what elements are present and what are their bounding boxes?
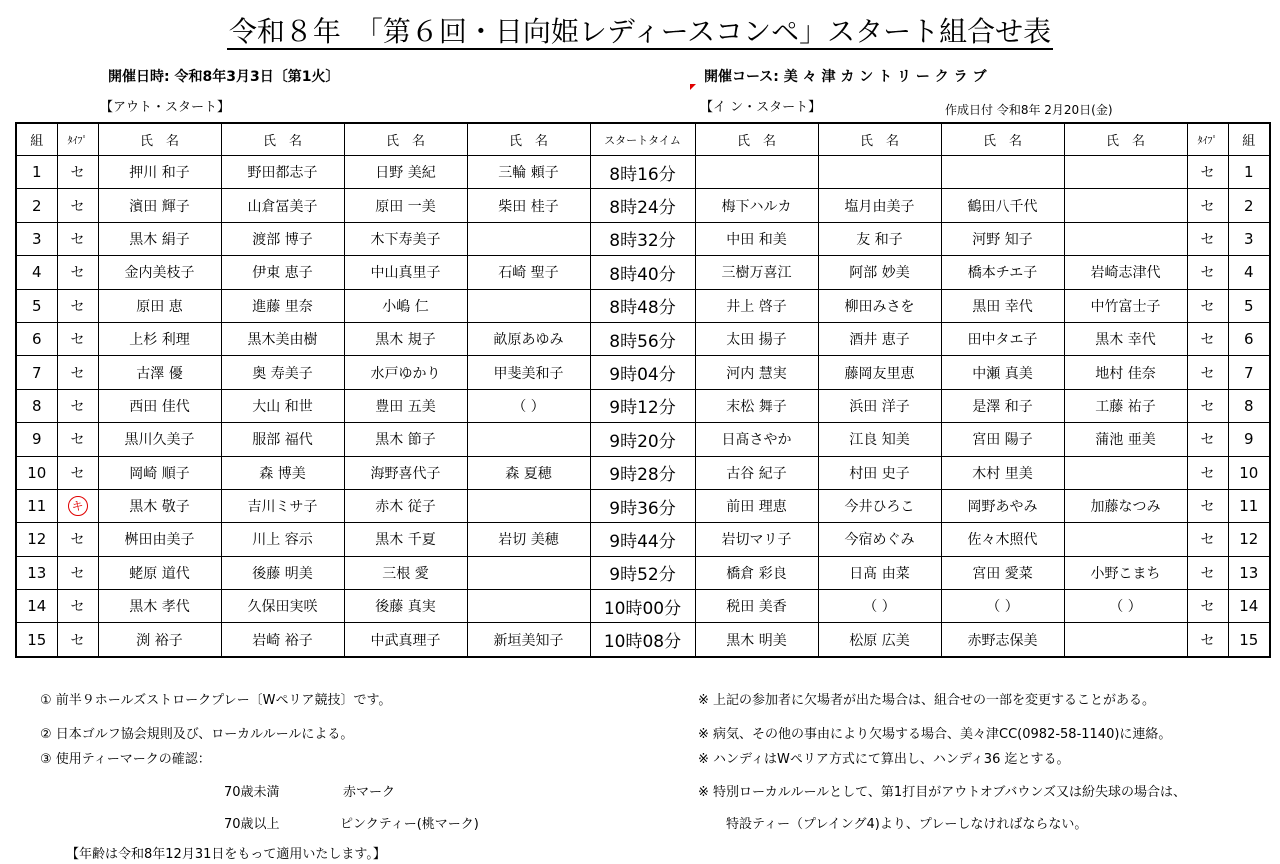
group-number: 9 xyxy=(16,423,57,456)
start-time: 8時16分 xyxy=(590,156,695,189)
out-player-name: 日野 美紀 xyxy=(344,156,467,189)
in-player-name: 前田 理恵 xyxy=(695,489,818,522)
out-player-name: 小嶋 仁 xyxy=(344,289,467,322)
table-row xyxy=(16,423,1270,456)
out-player-name xyxy=(467,423,590,456)
group-number: 8 xyxy=(16,389,57,422)
age-over-70: 70歳以上 xyxy=(224,817,280,832)
group-number: 7 xyxy=(16,356,57,389)
type-cell: セ xyxy=(1187,222,1228,255)
type-cell: セ xyxy=(1187,356,1228,389)
table-row xyxy=(16,389,1270,422)
table-row xyxy=(16,590,1270,623)
event-date: 開催日時: 令和8年3月3日〔第1火〕 xyxy=(108,69,340,85)
out-player-name: 黒木 孝代 xyxy=(98,590,221,623)
start-time: 8時24分 xyxy=(590,189,695,222)
in-player-name: 江良 知美 xyxy=(818,423,941,456)
group-number: 12 xyxy=(16,523,57,556)
out-player-name xyxy=(467,590,590,623)
header-name: 氏 名 xyxy=(221,123,344,156)
in-player-name xyxy=(1064,156,1187,189)
type-cell: セ xyxy=(57,322,98,355)
in-player-name: 河野 知子 xyxy=(941,222,1064,255)
group-number: 5 xyxy=(16,289,57,322)
table-row xyxy=(16,523,1270,556)
age-application-note: 【年齢は令和8年12月31日をもって適用いたします。】 xyxy=(66,847,386,862)
start-time: 10時08分 xyxy=(590,623,695,657)
age-under-70: 70歳未満 xyxy=(224,785,280,800)
type-cell: セ xyxy=(1187,590,1228,623)
out-player-name: 後藤 明美 xyxy=(221,556,344,589)
header-name: 氏 名 xyxy=(1064,123,1187,156)
group-number: 15 xyxy=(1228,623,1270,657)
in-player-name: 岩崎志津代 xyxy=(1064,256,1187,289)
in-player-name: 太田 揚子 xyxy=(695,322,818,355)
in-player-name: （ ） xyxy=(818,590,941,623)
type-cell: セ xyxy=(1187,256,1228,289)
group-number: 2 xyxy=(1228,189,1270,222)
in-player-name xyxy=(941,156,1064,189)
out-player-name: 岡崎 順子 xyxy=(98,456,221,489)
in-player-name: 鶴田八千代 xyxy=(941,189,1064,222)
out-player-name: 吉川ミサ子 xyxy=(221,489,344,522)
note-2: ② 日本ゴルフ協会規則及び、ローカルルールによる。 xyxy=(40,727,354,742)
note-3: ③ 使用ティーマークの確認： xyxy=(40,752,211,767)
in-player-name: 地村 佳奈 xyxy=(1064,356,1187,389)
in-player-name: 古谷 紀子 xyxy=(695,456,818,489)
in-player-name: 中田 和美 xyxy=(695,222,818,255)
in-player-name: 梅下ハルカ xyxy=(695,189,818,222)
remark-4: ※ 特別ローカルルールとして、第1打目がアウトオブバウンズ又は紛失球の場合は、 xyxy=(698,785,1186,800)
group-number: 13 xyxy=(16,556,57,589)
in-player-name: 黒木 幸代 xyxy=(1064,322,1187,355)
group-number: 10 xyxy=(1228,456,1270,489)
out-player-name: 柴田 桂子 xyxy=(467,189,590,222)
out-player-name: 西田 佳代 xyxy=(98,389,221,422)
header-name: 氏 名 xyxy=(818,123,941,156)
out-player-name xyxy=(467,556,590,589)
out-player-name xyxy=(467,222,590,255)
start-time: 9時44分 xyxy=(590,523,695,556)
type-cell: セ xyxy=(1187,489,1228,522)
in-player-name: 田中タエ子 xyxy=(941,322,1064,355)
group-number: 14 xyxy=(1228,590,1270,623)
header-type: ﾀｲﾌﾟ xyxy=(57,123,98,156)
in-player-name: 木村 里美 xyxy=(941,456,1064,489)
table-row xyxy=(16,256,1270,289)
header-name: 氏 名 xyxy=(467,123,590,156)
out-player-name: 黒木 千夏 xyxy=(344,523,467,556)
header-start-time: スタートタイム xyxy=(590,123,695,156)
type-cell: セ xyxy=(57,623,98,657)
group-number: 11 xyxy=(1228,489,1270,522)
type-cell: セ xyxy=(1187,389,1228,422)
in-player-name: 酒井 恵子 xyxy=(818,322,941,355)
start-time: 9時20分 xyxy=(590,423,695,456)
group-number: 9 xyxy=(1228,423,1270,456)
type-cell: セ xyxy=(1187,456,1228,489)
in-player-name: 税田 美香 xyxy=(695,590,818,623)
out-player-name: 服部 福代 xyxy=(221,423,344,456)
out-player-name: 黒木美由樹 xyxy=(221,322,344,355)
in-player-name: 塩月由美子 xyxy=(818,189,941,222)
out-player-name: 久保田実咲 xyxy=(221,590,344,623)
in-player-name: 今井ひろこ xyxy=(818,489,941,522)
out-player-name: 岩切 美穂 xyxy=(467,523,590,556)
header-name: 氏 名 xyxy=(941,123,1064,156)
in-player-name: 橋本チエ子 xyxy=(941,256,1064,289)
start-time: 8時56分 xyxy=(590,322,695,355)
out-player-name: 森 夏穂 xyxy=(467,456,590,489)
in-player-name: 橋倉 彩良 xyxy=(695,556,818,589)
out-player-name: 押川 和子 xyxy=(98,156,221,189)
in-player-name: 三樹万喜江 xyxy=(695,256,818,289)
out-player-name: 三輪 頼子 xyxy=(467,156,590,189)
red-mark-label: 赤マーク xyxy=(343,785,396,800)
out-player-name: 畝原あゆみ xyxy=(467,322,590,355)
group-number: 4 xyxy=(1228,256,1270,289)
out-player-name: 石崎 聖子 xyxy=(467,256,590,289)
group-number: 4 xyxy=(16,256,57,289)
in-player-name: 村田 史子 xyxy=(818,456,941,489)
in-player-name: 日髙 由菜 xyxy=(818,556,941,589)
in-player-name: 井上 啓子 xyxy=(695,289,818,322)
table-row xyxy=(16,189,1270,222)
in-player-name: 宮田 愛菜 xyxy=(941,556,1064,589)
circled-ki-mark: キ xyxy=(68,496,88,516)
group-number: 5 xyxy=(1228,289,1270,322)
out-player-name: 上杉 利理 xyxy=(98,322,221,355)
out-player-name: 進藤 里奈 xyxy=(221,289,344,322)
type-cell: セ xyxy=(57,423,98,456)
out-player-name: 渡部 博子 xyxy=(221,222,344,255)
remark-1: ※ 上記の参加者に欠場者が出た場合は、組合せの一部を変更することがある。 xyxy=(698,693,1156,708)
in-player-name: 赤野志保美 xyxy=(941,623,1064,657)
group-number: 1 xyxy=(16,156,57,189)
in-player-name: 岡野あやみ xyxy=(941,489,1064,522)
start-time: 8時48分 xyxy=(590,289,695,322)
table-row xyxy=(16,556,1270,589)
course-name: 開催コース: 美 々 津 カ ン ト リ ー ク ラ ブ xyxy=(704,69,987,85)
in-player-name: 日髙さやか xyxy=(695,423,818,456)
remark-3: ※ ハンディはWペリア方式にて算出し、ハンディ36 迄とする。 xyxy=(698,752,1070,767)
group-number: 1 xyxy=(1228,156,1270,189)
out-player-name: 中武真理子 xyxy=(344,623,467,657)
out-player-name: 黒木 敬子 xyxy=(98,489,221,522)
in-player-name: 加藤なつみ xyxy=(1064,489,1187,522)
table-row xyxy=(16,356,1270,389)
out-player-name: 山倉冨美子 xyxy=(221,189,344,222)
header-name: 氏 名 xyxy=(98,123,221,156)
start-time: 9時12分 xyxy=(590,389,695,422)
table-row xyxy=(16,456,1270,489)
out-player-name: 中山真里子 xyxy=(344,256,467,289)
out-player-name: 奥 寿美子 xyxy=(221,356,344,389)
header-group: 組 xyxy=(16,123,57,156)
type-cell xyxy=(57,489,98,522)
type-cell: セ xyxy=(57,156,98,189)
group-number: 3 xyxy=(16,222,57,255)
in-player-name: 岩切マリ子 xyxy=(695,523,818,556)
out-player-name: 三根 愛 xyxy=(344,556,467,589)
header-group: 組 xyxy=(1228,123,1270,156)
type-cell: セ xyxy=(1187,556,1228,589)
in-player-name: 阿部 妙美 xyxy=(818,256,941,289)
start-time: 8時40分 xyxy=(590,256,695,289)
in-player-name: （ ） xyxy=(941,590,1064,623)
in-player-name xyxy=(695,156,818,189)
in-player-name: 中竹富士子 xyxy=(1064,289,1187,322)
page-title: 令和８年 「第６回・日向姫レディースコンペ」スタート組合せ表 xyxy=(228,15,1052,48)
group-number: 14 xyxy=(16,590,57,623)
in-player-name: 松原 広美 xyxy=(818,623,941,657)
type-cell: セ xyxy=(57,189,98,222)
out-player-name: 渕 裕子 xyxy=(98,623,221,657)
in-player-name xyxy=(1064,189,1187,222)
out-player-name: 濱田 輝子 xyxy=(98,189,221,222)
in-player-name xyxy=(1064,222,1187,255)
type-cell: セ xyxy=(57,456,98,489)
in-player-name: 宮田 陽子 xyxy=(941,423,1064,456)
note-1: ① 前半９ホールズストロークプレー〔Wペリア競技〕です。 xyxy=(40,693,392,708)
in-player-name: 藤岡友里恵 xyxy=(818,356,941,389)
table-row xyxy=(16,289,1270,322)
group-number: 2 xyxy=(16,189,57,222)
header-name: 氏 名 xyxy=(344,123,467,156)
comment-marker-icon xyxy=(690,84,696,90)
in-player-name: 工藤 祐子 xyxy=(1064,389,1187,422)
group-number: 13 xyxy=(1228,556,1270,589)
start-time: 9時52分 xyxy=(590,556,695,589)
type-cell: セ xyxy=(1187,623,1228,657)
table-row xyxy=(16,156,1270,189)
out-player-name: 野田都志子 xyxy=(221,156,344,189)
out-player-name: 黒木 絹子 xyxy=(98,222,221,255)
type-cell: セ xyxy=(1187,523,1228,556)
group-number: 10 xyxy=(16,456,57,489)
type-cell: セ xyxy=(1187,322,1228,355)
group-number: 6 xyxy=(16,322,57,355)
start-time: 8時32分 xyxy=(590,222,695,255)
type-cell: セ xyxy=(1187,156,1228,189)
type-cell: セ xyxy=(57,256,98,289)
pink-tee-label: ピンクティー(桃マーク) xyxy=(340,817,479,832)
out-start-label: 【アウト・スタート】 xyxy=(100,100,231,115)
in-player-name: 是澤 和子 xyxy=(941,389,1064,422)
start-time: 9時28分 xyxy=(590,456,695,489)
out-player-name: 後藤 真実 xyxy=(344,590,467,623)
out-player-name: 古澤 優 xyxy=(98,356,221,389)
out-player-name: 黒木 節子 xyxy=(344,423,467,456)
start-time: 9時36分 xyxy=(590,489,695,522)
out-player-name: 森 博美 xyxy=(221,456,344,489)
in-player-name: 中瀬 真美 xyxy=(941,356,1064,389)
group-number: 7 xyxy=(1228,356,1270,389)
out-player-name xyxy=(467,489,590,522)
out-player-name: 海野喜代子 xyxy=(344,456,467,489)
in-player-name: 浜田 洋子 xyxy=(818,389,941,422)
type-cell: セ xyxy=(1187,423,1228,456)
in-player-name: 黒田 幸代 xyxy=(941,289,1064,322)
table-header-row xyxy=(16,123,1270,156)
group-number: 12 xyxy=(1228,523,1270,556)
out-player-name: 原田 一美 xyxy=(344,189,467,222)
type-cell: セ xyxy=(57,556,98,589)
out-player-name: 水戸ゆかり xyxy=(344,356,467,389)
table-row xyxy=(16,322,1270,355)
out-player-name: 黒木 規子 xyxy=(344,322,467,355)
out-player-name: 伊東 恵子 xyxy=(221,256,344,289)
in-player-name: 河内 慧実 xyxy=(695,356,818,389)
out-player-name: 甲斐美和子 xyxy=(467,356,590,389)
in-player-name: 今宿めぐみ xyxy=(818,523,941,556)
in-player-name xyxy=(1064,456,1187,489)
table-row xyxy=(16,222,1270,255)
out-player-name: 木下寿美子 xyxy=(344,222,467,255)
out-player-name: 新垣美知子 xyxy=(467,623,590,657)
out-player-name: 桝田由美子 xyxy=(98,523,221,556)
group-number: 8 xyxy=(1228,389,1270,422)
in-player-name: 佐々木照代 xyxy=(941,523,1064,556)
in-player-name: 友 和子 xyxy=(818,222,941,255)
in-player-name: 蒲池 亜美 xyxy=(1064,423,1187,456)
table-row xyxy=(16,623,1270,657)
out-player-name: 豊田 五美 xyxy=(344,389,467,422)
in-start-label: 【イ ン・スタート】 xyxy=(700,100,822,115)
out-player-name xyxy=(467,289,590,322)
in-player-name: 末松 舞子 xyxy=(695,389,818,422)
type-cell: セ xyxy=(57,389,98,422)
in-player-name xyxy=(818,156,941,189)
group-number: 6 xyxy=(1228,322,1270,355)
start-time: 10時00分 xyxy=(590,590,695,623)
out-player-name: 黒川久美子 xyxy=(98,423,221,456)
start-time: 9時04分 xyxy=(590,356,695,389)
remark-2: ※ 病気、その他の事由により欠場する場合、美々津CC(0982-58-1140)に連絡。 xyxy=(698,727,1172,742)
in-player-name: 黒木 明美 xyxy=(695,623,818,657)
type-cell: セ xyxy=(57,523,98,556)
type-cell: セ xyxy=(57,590,98,623)
type-cell: セ xyxy=(57,222,98,255)
out-player-name: 原田 恵 xyxy=(98,289,221,322)
in-player-name xyxy=(1064,523,1187,556)
remark-5: 特設ティー（プレイング4)より、プレーしなければならない。 xyxy=(726,817,1088,832)
group-number: 3 xyxy=(1228,222,1270,255)
out-player-name: （ ） xyxy=(467,389,590,422)
start-pairing-table xyxy=(15,122,1271,658)
type-cell: セ xyxy=(1187,189,1228,222)
type-cell: セ xyxy=(1187,289,1228,322)
in-player-name: 小野こまち xyxy=(1064,556,1187,589)
in-player-name xyxy=(1064,623,1187,657)
out-player-name: 赤木 従子 xyxy=(344,489,467,522)
type-cell: セ xyxy=(57,289,98,322)
created-date: 作成日付 令和8年 2月20日(金) xyxy=(945,103,1113,117)
out-player-name: 大山 和世 xyxy=(221,389,344,422)
out-player-name: 岩崎 裕子 xyxy=(221,623,344,657)
in-player-name: （ ） xyxy=(1064,590,1187,623)
out-player-name: 金内美枝子 xyxy=(98,256,221,289)
group-number: 11 xyxy=(16,489,57,522)
out-player-name: 蛯原 道代 xyxy=(98,556,221,589)
header-name: 氏 名 xyxy=(695,123,818,156)
in-player-name: 柳田みさを xyxy=(818,289,941,322)
type-cell: セ xyxy=(57,356,98,389)
group-number: 15 xyxy=(16,623,57,657)
header-type: ﾀｲﾌﾟ xyxy=(1187,123,1228,156)
table-row xyxy=(16,489,1270,522)
out-player-name: 川上 容示 xyxy=(221,523,344,556)
